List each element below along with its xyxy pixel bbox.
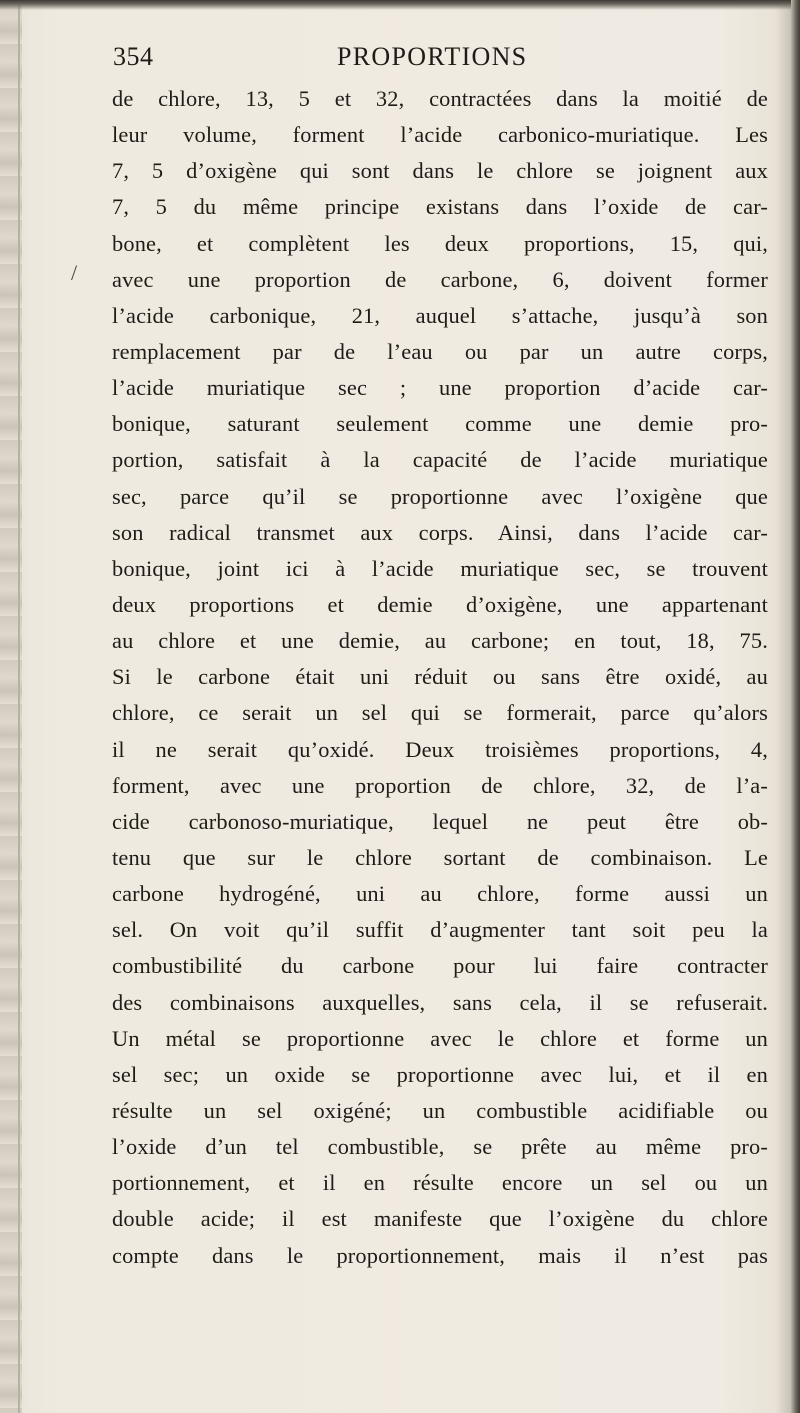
text-line: remplacement par de l’eau ou par un autre corps,	[112, 338, 768, 364]
text-line: cide carbonoso-muriatique, lequel ne peut être ob-	[112, 808, 768, 834]
text-line: tenu que sur le chlore sortant de combinaison. Le	[112, 844, 768, 870]
text-line: deux proportions et demie d’oxigène, une appartenant	[112, 591, 768, 617]
text-line: carbone hydrogéné, uni au chlore, forme aussi un	[112, 881, 768, 907]
body-text	[112, 81, 768, 1274]
page-top-edge	[0, 0, 800, 10]
text-line: sec, parce qu’il se proportionne avec l’oxigène que	[112, 483, 768, 509]
binding-line	[18, 0, 20, 1413]
text-line: portion, satisfait à la capacité de l’acide muriatique	[112, 447, 768, 473]
page-right-edge	[791, 0, 800, 1413]
text-line: sel sec; un oxide se proportionne avec lui, et il en	[112, 1061, 768, 1087]
text-line: l’oxide d’un tel combustible, se prête au même pro-	[112, 1134, 768, 1160]
text-line: portionnement, et il en résulte encore un sel ou un	[112, 1170, 768, 1196]
text-line: bonique, joint ici à l’acide muriatique sec, se trouvent	[112, 555, 768, 581]
text-line: Un métal se proportionne avec le chlore et forme un	[112, 1025, 768, 1051]
text-line: sel. On voit qu’il suffit d’augmenter tant soit peu la	[112, 917, 768, 943]
text-line: 7, 5 du même principe existans dans l’oxide de car-	[112, 194, 768, 220]
page-number: 354	[113, 42, 154, 71]
text-line: résulte un sel oxigéné; un combustible acidifiable ou	[112, 1097, 768, 1123]
text-line: chlore, ce serait un sel qui se formerait, parce qu’alors	[112, 700, 768, 726]
text-line: des combinaisons auxquelles, sans cela, il se refuserait.	[112, 989, 768, 1015]
text-line: avec une proportion de carbone, 6, doivent former	[112, 266, 768, 292]
text-line: leur volume, forment l’acide carbonico-muriatique. Les	[112, 122, 768, 148]
text-line: combustibilité du carbone pour lui faire contracter	[112, 953, 768, 979]
text-line: Si le carbone était uni réduit ou sans être oxidé, au	[112, 664, 768, 690]
text-line: il ne serait qu’oxidé. Deux troisièmes proportions, 4,	[112, 736, 768, 762]
running-title: PROPORTIONS	[337, 42, 528, 71]
text-line: son radical transmet aux corps. Ainsi, dans l’acide car-	[112, 519, 768, 545]
text-line: au chlore et une demie, au carbone; en tout, 18, 75.	[112, 628, 768, 654]
page-header	[0, 42, 800, 76]
text-line: compte dans le proportionnement, mais il n’est pas	[112, 1242, 768, 1268]
text-line: de chlore, 13, 5 et 32, contractées dans la moitié de	[112, 86, 768, 111]
text-line: l’acide carbonique, 21, auquel s’attache, jusqu’à son	[112, 302, 768, 328]
margin-mark: /	[71, 260, 78, 285]
text-line: bone, et complètent les deux proportions, 15, qui,	[112, 230, 768, 256]
text-line: bonique, saturant seulement comme une demie pro-	[112, 411, 768, 437]
text-line: double acide; il est manifeste que l’oxigène du chlore	[112, 1206, 768, 1232]
text-line: l’acide muriatique sec ; une proportion d’acide car-	[112, 375, 768, 401]
text-line: forment, avec une proportion de chlore, 32, de l’a-	[112, 772, 768, 798]
text-line: 7, 5 d’oxigène qui sont dans le chlore se joignent aux	[112, 158, 768, 184]
